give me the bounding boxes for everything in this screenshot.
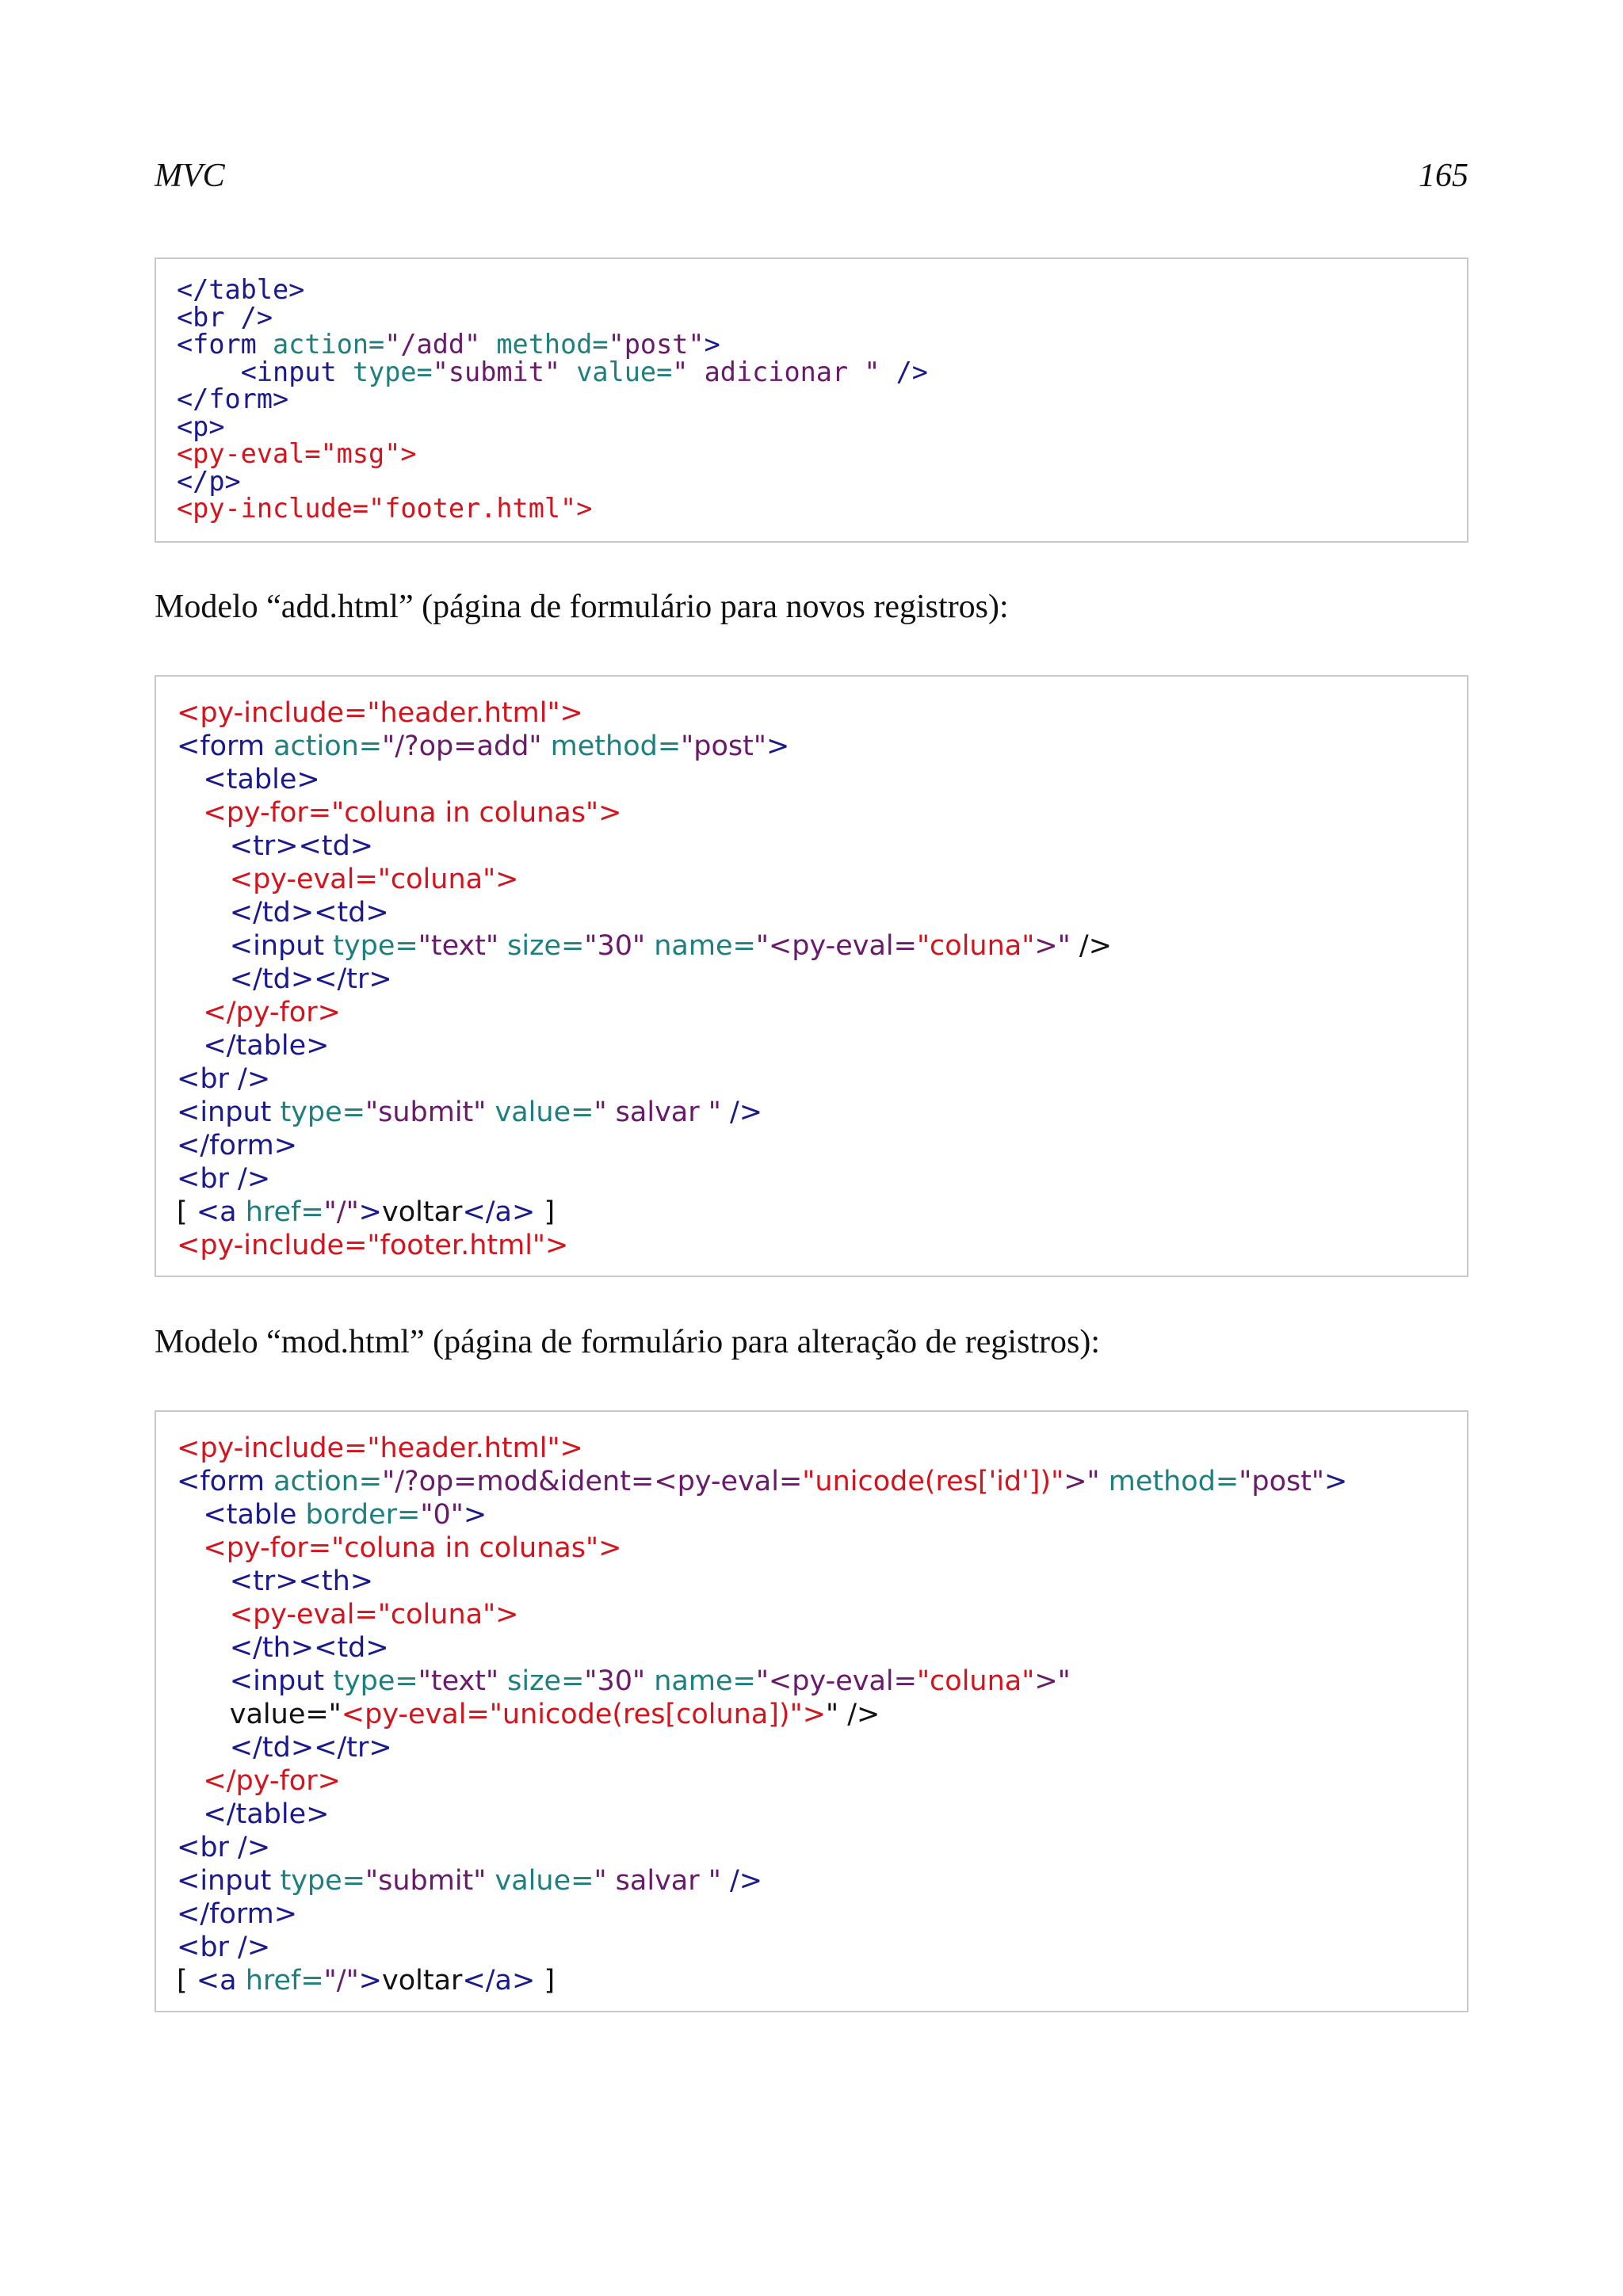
code-token: "submit" [365,1097,495,1128]
code-token [177,830,230,862]
code-token: "<py-eval= [755,1665,917,1697]
code-line [177,863,1467,896]
code-token: <py-eval="coluna"> [229,1599,519,1630]
code-token: <tr><th> [229,1566,374,1597]
code-line [177,495,1467,523]
code-token [177,1030,203,1062]
code-line [177,1665,1467,1698]
code-token: border= [305,1499,421,1531]
code-token: method= [496,329,609,360]
code-token: <py-for="coluna in colunas"> [203,1532,622,1564]
code-token: /> [729,1097,763,1128]
code-token: <form [177,1466,274,1497]
code-token: </table> [177,274,305,305]
code-line [177,696,1467,730]
code-line [177,796,1467,830]
code-token: <br /> [177,301,273,333]
code-token: <input [177,1097,281,1128]
code-token: <br /> [177,1932,271,1963]
code-token: > [358,1965,382,1997]
code-token: <a [196,1965,246,1997]
code-token: value= [495,1865,594,1897]
code-line [177,763,1467,796]
code-token: </a> [462,1196,536,1228]
code-token: /> [1070,930,1113,962]
code-block-add-html [155,675,1468,1277]
code-token [177,357,241,387]
code-token: <br /> [177,1063,271,1095]
code-line [177,1062,1467,1096]
code-line [177,1598,1467,1631]
code-token: </td><td> [229,897,389,929]
code-line [177,465,1467,497]
code-token: <table [203,1499,306,1531]
code-token: value= [576,356,673,387]
code-token: <input [177,1865,281,1897]
chapter-title: MVC [155,158,225,194]
code-token: </td></tr> [229,1732,392,1764]
code-token: >" [1034,930,1071,962]
code-token [177,764,203,795]
code-token: <py-for="coluna in colunas"> [203,797,622,829]
code-token: "/?op=mod&ident=<py-eval= [382,1466,803,1497]
code-token: <table> [203,764,320,795]
code-token: <py-eval="coluna"> [229,864,519,895]
code-token [177,1732,230,1764]
code-token [177,797,203,829]
code-token [177,1499,203,1531]
code-line [177,1565,1467,1598]
code-token: type= [333,930,418,962]
running-header [155,157,1468,201]
code-token: "submit" [432,356,577,387]
code-content [177,696,1467,1262]
code-content [177,274,1467,524]
code-token: "/?op=add" [382,730,551,762]
code-token [177,1532,203,1564]
code-token: "post" [608,329,705,360]
code-line [177,1498,1467,1531]
code-token: method= [1108,1466,1239,1497]
code-line [177,1196,1467,1229]
code-line [177,383,1467,414]
code-line [177,963,1467,996]
paragraph-add-model: Modelo “add.html” (página de formulário para novos registros): [155,589,1009,625]
code-token: </form> [177,383,289,414]
code-token: action= [273,329,385,360]
code-line [177,1764,1467,1798]
code-token: </form> [177,1898,298,1930]
code-token: "/" [323,1196,359,1228]
code-line [177,1831,1467,1864]
code-token: </table> [203,1798,330,1830]
code-token: /> [729,1865,763,1897]
code-token: size= [507,930,585,962]
code-token: <py-eval="msg"> [177,438,417,469]
code-token: " adicionar " [672,356,896,387]
code-token: name= [654,930,756,962]
code-token: <py-include="footer.html"> [177,493,593,524]
code-token: </py-for> [203,997,341,1028]
code-token: action= [273,1466,383,1497]
code-line [177,996,1467,1029]
code-token: " /> [826,1699,880,1730]
code-token: </p> [177,465,241,497]
code-token: <form [177,730,274,762]
code-token: </td></tr> [229,963,392,995]
code-token: <br /> [177,1832,271,1863]
code-token: </form> [177,1130,298,1161]
code-token [177,1632,230,1664]
code-token: > [463,1499,487,1531]
code-line [177,1931,1467,1964]
code-line [177,356,1467,387]
code-line [177,1698,1467,1731]
code-token [177,1798,203,1830]
code-token: >" [1064,1466,1109,1497]
code-token [177,930,230,962]
code-token [177,963,230,995]
code-token: <tr><td> [229,830,374,862]
code-line [177,1864,1467,1897]
code-block-list-html [155,257,1468,543]
code-token: "submit" [365,1865,495,1897]
code-line [177,1029,1467,1062]
code-token: "post" [681,730,766,762]
code-token: <py-include="header.html"> [177,1432,583,1464]
code-token: </py-for> [203,1765,341,1797]
code-line [177,331,1467,359]
code-line [177,730,1467,763]
code-token: <py-eval="unicode(res[coluna])"> [341,1699,827,1730]
code-token: href= [245,1965,324,1997]
code-token: >" [1034,1665,1071,1697]
page-number: 165 [1419,158,1468,194]
code-line [177,1162,1467,1196]
code-token: <p> [177,410,225,442]
code-token: [ [177,1196,197,1228]
code-token: </a> [462,1965,536,1997]
code-token: <a [196,1196,246,1228]
code-token: "coluna" [916,930,1035,962]
code-token: <input [229,930,334,962]
code-line [177,410,1467,442]
code-token: </th><td> [229,1632,389,1664]
code-token: "coluna" [916,1665,1035,1697]
code-token: href= [245,1196,324,1228]
code-token: "/" [323,1965,359,1997]
code-token: ] [535,1965,556,1997]
code-token: type= [280,1097,365,1128]
code-token: name= [654,1665,756,1697]
code-line [177,929,1467,963]
code-line [177,830,1467,863]
code-token [177,1765,203,1797]
code-token: "text" [418,930,508,962]
code-token: > [1324,1466,1348,1497]
code-token: size= [507,1665,585,1697]
code-line [177,1531,1467,1565]
code-block-mod-html [155,1410,1468,2012]
code-line [177,1731,1467,1764]
code-token: action= [273,730,383,762]
code-token: voltar [382,1965,463,1997]
code-line [177,301,1467,333]
code-token: > [766,730,790,762]
code-token: " salvar " [594,1865,730,1897]
code-token: > [358,1196,382,1228]
code-token: type= [352,356,433,387]
code-line [177,1229,1467,1262]
code-token: "<py-eval= [755,930,917,962]
code-token: type= [333,1665,418,1697]
code-token: method= [550,730,682,762]
code-content [177,1432,1467,1997]
code-token: "30" [584,930,655,962]
code-token: <input [229,1665,334,1697]
code-token: <br /> [177,1163,271,1195]
code-token: /> [896,356,928,387]
code-line [177,274,1467,305]
code-line [177,438,1467,469]
code-token: voltar [382,1196,463,1228]
code-token: </table> [203,1030,330,1062]
code-token [177,864,230,895]
code-token: "/add" [384,329,497,360]
code-token: " salvar " [594,1097,730,1128]
code-token: "post" [1239,1466,1325,1497]
code-line [177,896,1467,929]
code-line [177,1897,1467,1931]
code-token: "30" [584,1665,655,1697]
code-token: <input [240,356,353,387]
code-token: > [704,329,720,360]
code-token: type= [280,1865,365,1897]
code-token: "unicode(res['id'])" [802,1466,1064,1497]
code-line [177,1432,1467,1465]
code-line [177,1964,1467,1997]
code-line [177,1631,1467,1665]
code-token: value=" [177,1699,342,1730]
code-token [177,1665,230,1697]
paragraph-mod-model: Modelo “mod.html” (página de formulário para alteração de registros): [155,1324,1101,1360]
code-token [177,897,230,929]
code-token [177,1566,230,1597]
code-token: <py-include="header.html"> [177,697,583,729]
code-token: [ [177,1965,197,1997]
code-line [177,1465,1467,1498]
code-token: ] [535,1196,556,1228]
code-token [177,1599,230,1630]
code-token: <py-include="footer.html"> [177,1230,569,1261]
code-line [177,1798,1467,1831]
code-token: "text" [418,1665,508,1697]
code-line [177,1096,1467,1129]
code-line [177,1129,1467,1162]
code-token [177,997,203,1028]
code-token: "0" [420,1499,464,1531]
code-token: value= [495,1097,594,1128]
code-token: <form [177,329,273,360]
